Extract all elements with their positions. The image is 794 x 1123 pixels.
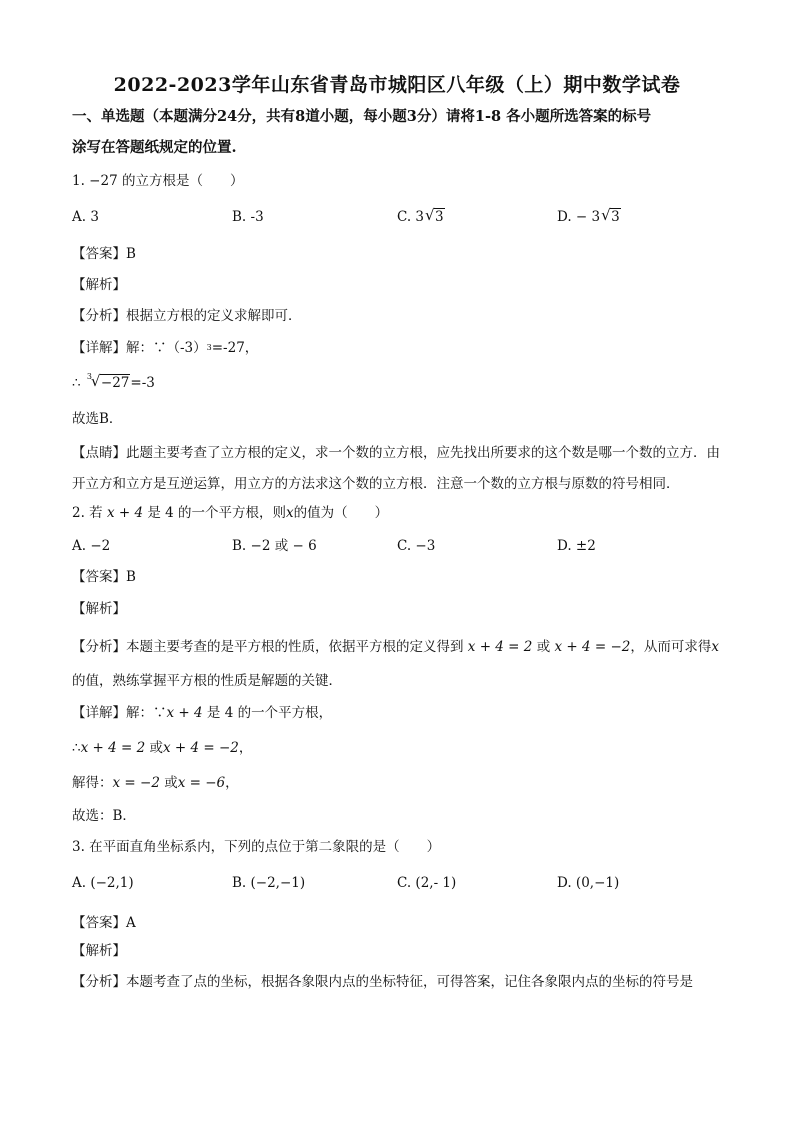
q2-option-d: D. ±2 — [557, 538, 596, 554]
q2-stem-x: x — [286, 505, 294, 521]
cube-root-index: 3 — [86, 372, 92, 381]
q1-xiangjie-tail: =-27， — [211, 340, 259, 356]
q1-fenxi: 【分析】根据立方根的定义求解即可． — [72, 308, 302, 324]
q2-choose: 故选：B． — [72, 808, 136, 824]
q2-option-b: B. −2 或 − 6 — [232, 538, 317, 554]
q2-fenxi-eq1: x + 4 = 2 — [467, 639, 533, 655]
q2-therefore-eq2: x + 4 = −2 — [162, 740, 239, 756]
q2-jiede-post: ， — [225, 775, 239, 791]
q2-fenxi-eq2: x + 4 = −2 — [554, 639, 631, 655]
q2-jiede-or: 或 — [164, 775, 178, 791]
q2-therefore-post: ， — [238, 740, 253, 756]
q2-jiede — [72, 774, 239, 792]
q1-option-d — [557, 208, 621, 226]
therefore-symbol: ∴ — [72, 740, 81, 756]
q1-cube-root: 3 √ −27 — [91, 374, 131, 392]
q2-analysis-header: 【解析】 — [72, 601, 126, 617]
q3-option-a: A. (−2,1) — [72, 875, 134, 891]
q3-answer: 【答案】A — [72, 915, 136, 931]
q1-dianjing-line1: 【点睛】此题主要考查了立方根的定义，求一个数的立方根，应先找出所要求的这个数是哪一个数的立方．由 — [72, 445, 720, 461]
q1-option-d-radical: √ 3 — [601, 206, 620, 225]
q3-option-c: C. (2,- 1) — [397, 875, 457, 891]
q1-therefore-tail: =-3 — [130, 375, 155, 391]
q2-answer: 【答案】B — [72, 569, 136, 585]
q2-xiangjie-post: 是 4 的一个平方根， — [206, 705, 333, 721]
q2-therefore — [72, 739, 252, 757]
q1-dianjing-line2: 开立方和立方是互逆运算，用立方的方法求这个数的立方根．注意一个数的立方根与原数的符号相同． — [72, 476, 680, 492]
q1-option-d-prefix: D. − 3 — [557, 209, 601, 225]
q3-analysis-header: 【解析】 — [72, 943, 126, 959]
q2-xiangjie-expr: x + 4 — [166, 705, 203, 721]
section-instruction-line2: 涂写在答题纸规定的位置. — [72, 139, 237, 156]
q2-fenxi-line2: 的值，熟练掌握平方根的性质是解题的关键． — [72, 673, 342, 689]
q1-option-b: B. -3 — [232, 209, 264, 225]
q2-fenxi-pre: 【分析】本题主要考查的是平方根的性质，依据平方根的定义得到 — [72, 639, 464, 655]
q1-option-c-radicand: 3 — [435, 209, 444, 225]
q1-option-c — [397, 208, 445, 226]
q1-option-d-radicand: 3 — [611, 209, 620, 225]
q1-analysis-header: 【解析】 — [72, 277, 126, 293]
q2-jiede-eq1: x = −2 — [112, 775, 160, 791]
q2-stem-expr: x + 4 — [106, 505, 144, 521]
q2-stem-mid: 是 4 的一个平方根，则 — [147, 505, 287, 521]
q1-stem: 1. −27 的立方根是（ ） — [72, 173, 244, 189]
q1-option-a: A. 3 — [72, 209, 99, 225]
q1-xiangjie — [72, 339, 258, 357]
q2-xiangjie-pre: 【详解】解：∵ — [72, 705, 167, 721]
q2-fenxi-or: 或 — [536, 639, 551, 655]
q2-stem — [72, 504, 388, 522]
q2-option-a: A. −2 — [72, 538, 111, 554]
q1-xiangjie-exponent: 3 — [206, 343, 212, 352]
q1-choose: 故选B． — [72, 411, 123, 427]
q2-therefore-or: 或 — [149, 740, 163, 756]
q2-stem-pre: 2. 若 — [72, 505, 103, 521]
q3-option-d: D. (0,−1) — [557, 875, 620, 891]
q2-jiede-pre: 解得： — [72, 775, 113, 791]
section-instruction-line1: 一、单选题（本题满分24分，共有8道小题，每小题3分）请将1-8 各小题所选答案的标号 — [72, 108, 652, 125]
q2-xiangjie — [72, 704, 332, 722]
q3-stem: 3. 在平面直角坐标系内，下列的点位于第二象限的是（ ） — [72, 839, 441, 855]
q1-answer: 【答案】B — [72, 246, 136, 262]
q1-option-c-radical: √ 3 — [425, 206, 444, 225]
q2-therefore-eq1: x + 4 = 2 — [80, 740, 146, 756]
q2-fenxi — [72, 638, 719, 656]
therefore-symbol: ∴ — [72, 375, 81, 391]
q1-therefore — [72, 374, 155, 392]
q2-stem-post: 的值为（ ） — [293, 505, 389, 521]
q2-fenxi-x: x — [711, 639, 720, 655]
q2-jiede-eq2: x = −6 — [177, 775, 226, 791]
q1-xiangjie-text: 【详解】解：∵（-3） — [72, 340, 207, 356]
q2-fenxi-post: ，从而可求得 — [630, 639, 712, 655]
page-title: 2022-2023学年山东省青岛市城阳区八年级（上）期中数学试卷 — [113, 74, 681, 96]
q2-option-c: C. −3 — [397, 538, 436, 554]
q3-fenxi: 【分析】本题考查了点的坐标，根据各象限内点的坐标特征，可得答案，记住各象限内点的坐标的符号是 — [72, 974, 693, 990]
q3-option-b: B. (−2,−1) — [232, 875, 306, 891]
cube-root-radicand: −27 — [100, 375, 130, 391]
q1-option-c-prefix: C. 3 — [397, 209, 425, 225]
